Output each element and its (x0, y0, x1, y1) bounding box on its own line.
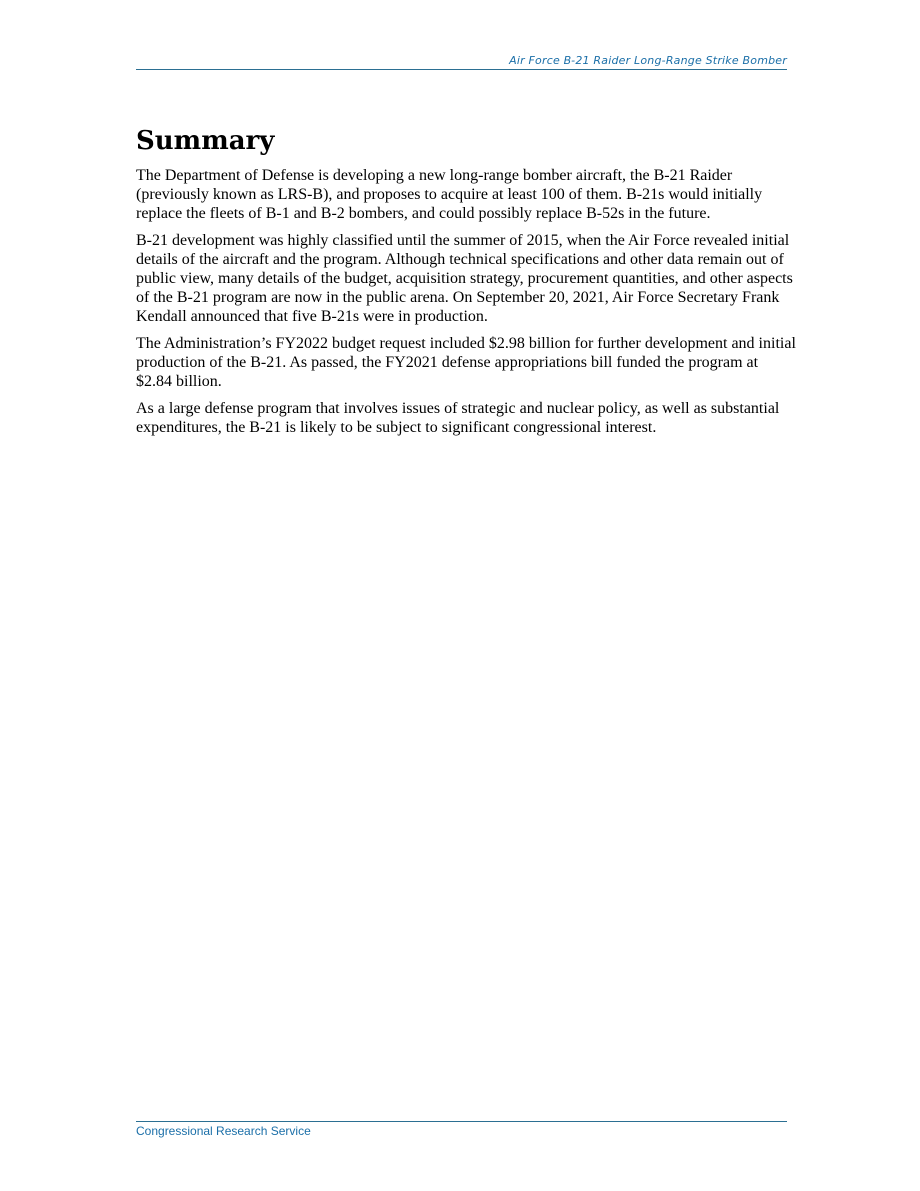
summary-section (136, 124, 796, 445)
summary-paragraph: The Department of Defense is developing a new long-range bomber aircraft, the B-21 Raider (previously known as LRS-B), and proposes to acquire at least 100 of them. B-21s would initially replace the fleets of B-1 and B-2 bombers, and could possibly replace B-52s in the future. (136, 167, 763, 222)
running-footer (136, 1121, 787, 1138)
summary-paragraph: B-21 development was highly classified until the summer of 2015, when the Air Force revealed initial details of the aircraft and the program. Although technical specifications and other data remain out of public view, many details of the budget, acquisition strategy, procurement quantities, and other aspects of the B-21 program are now in the public arena. On September 20, 2021, Air Force Secretary Frank Kendall announced that five B-21s were in production. (136, 232, 793, 325)
organization-name: Congressional Research Service (136, 1124, 311, 1138)
document-title: Air Force B-21 Raider Long-Range Strike Bomber (509, 54, 787, 67)
summary-paragraph: The Administration’s FY2022 budget request included $2.98 billion for further development and initial production of the B-21. As passed, the FY2021 defense appropriations bill funded the program at $2.84 billion. (136, 335, 796, 390)
summary-heading: Summary (136, 126, 275, 156)
summary-paragraph: As a large defense program that involves issues of strategic and nuclear policy, as well as substantial expenditures, the B-21 is likely to be subject to significant congressional interest. (136, 400, 780, 436)
running-header (136, 53, 787, 70)
